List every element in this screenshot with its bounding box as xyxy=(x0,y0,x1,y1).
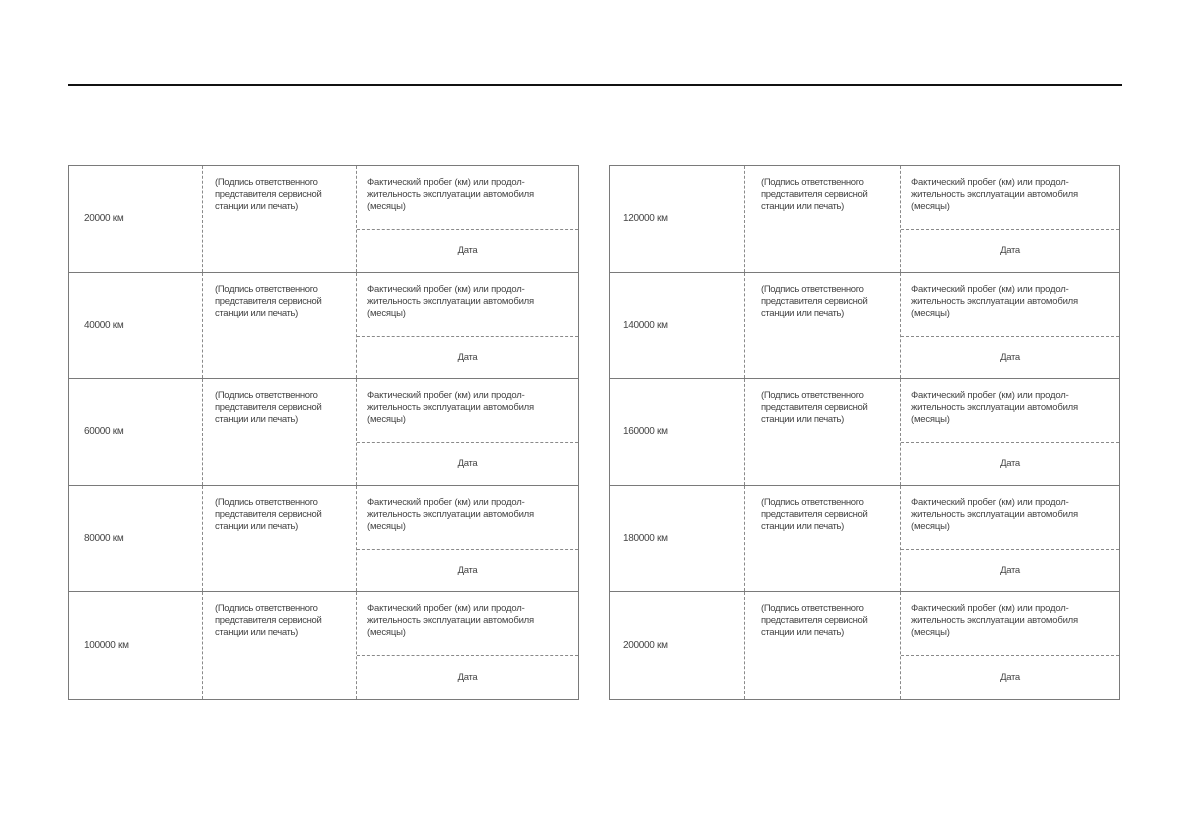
signature-label: (Подпись ответственного представителя сервисной станции или печать) xyxy=(745,166,901,272)
mileage-label: Фактический пробег (км) или продол- жительность эксплуатации автомобиля (месяцы) xyxy=(901,592,1119,656)
service-card-right xyxy=(609,165,1120,700)
mileage-label: Фактический пробег (км) или продол- жительность эксплуатации автомобиля (месяцы) xyxy=(901,166,1119,230)
service-row xyxy=(69,379,578,486)
signature-label: (Подпись ответственного представителя сервисной станции или печать) xyxy=(203,486,357,592)
mileage-label: Фактический пробег (км) или продол- жительность эксплуатации автомобиля (месяцы) xyxy=(901,486,1119,550)
signature-label: (Подпись ответственного представителя сервисной станции или печать) xyxy=(203,166,357,272)
mileage-date-cell xyxy=(357,379,578,485)
row-km: 80000 км xyxy=(69,486,203,592)
service-card-left xyxy=(68,165,579,700)
service-row xyxy=(610,273,1119,380)
mileage-date-cell xyxy=(901,166,1119,272)
mileage-label: Фактический пробег (км) или продол- жительность эксплуатации автомобиля (месяцы) xyxy=(901,273,1119,337)
row-km: 140000 км xyxy=(610,273,745,379)
service-row xyxy=(69,486,578,593)
service-row xyxy=(610,166,1119,273)
service-row xyxy=(610,379,1119,486)
row-km: 100000 км xyxy=(69,592,203,699)
mileage-date-cell xyxy=(901,592,1119,699)
mileage-date-cell xyxy=(357,166,578,272)
date-label: Дата xyxy=(1000,458,1020,470)
row-km: 200000 км xyxy=(610,592,745,699)
mileage-label: Фактический пробег (км) или продол- жительность эксплуатации автомобиля (месяцы) xyxy=(357,486,578,550)
signature-label: (Подпись ответственного представителя сервисной станции или печать) xyxy=(203,273,357,379)
row-km: 40000 км xyxy=(69,273,203,379)
service-row xyxy=(69,273,578,380)
service-row xyxy=(69,166,578,273)
mileage-label: Фактический пробег (км) или продол- жительность эксплуатации автомобиля (месяцы) xyxy=(357,592,578,656)
signature-label: (Подпись ответственного представителя сервисной станции или печать) xyxy=(203,379,357,485)
top-rule xyxy=(68,84,1122,86)
service-row xyxy=(69,592,578,699)
mileage-date-cell xyxy=(901,273,1119,379)
row-km: 120000 км xyxy=(610,166,745,272)
row-km: 180000 км xyxy=(610,486,745,592)
signature-label: (Подпись ответственного представителя сервисной станции или печать) xyxy=(745,592,901,699)
row-km: 20000 км xyxy=(69,166,203,272)
mileage-date-cell xyxy=(901,486,1119,592)
signature-label: (Подпись ответственного представителя сервисной станции или печать) xyxy=(203,592,357,699)
mileage-date-cell xyxy=(357,273,578,379)
date-label: Дата xyxy=(457,672,478,684)
signature-label: (Подпись ответственного представителя сервисной станции или печать) xyxy=(745,379,901,485)
signature-label: (Подпись ответственного представителя сервисной станции или печать) xyxy=(745,273,901,379)
date-label: Дата xyxy=(457,458,478,470)
row-km: 160000 км xyxy=(610,379,745,485)
mileage-label: Фактический пробег (км) или продол- жительность эксплуатации автомобиля (месяцы) xyxy=(901,379,1119,443)
service-row xyxy=(610,486,1119,593)
date-label: Дата xyxy=(457,565,478,577)
date-label: Дата xyxy=(457,245,478,257)
date-label: Дата xyxy=(1000,565,1020,577)
mileage-date-cell xyxy=(901,379,1119,485)
mileage-label: Фактический пробег (км) или продол- жительность эксплуатации автомобиля (месяцы) xyxy=(357,166,578,230)
mileage-label: Фактический пробег (км) или продол- жительность эксплуатации автомобиля (месяцы) xyxy=(357,379,578,443)
date-label: Дата xyxy=(1000,672,1020,684)
mileage-label: Фактический пробег (км) или продол- жительность эксплуатации автомобиля (месяцы) xyxy=(357,273,578,337)
row-km: 60000 км xyxy=(69,379,203,485)
service-row xyxy=(610,592,1119,699)
date-label: Дата xyxy=(457,351,478,363)
mileage-date-cell xyxy=(357,592,578,699)
date-label: Дата xyxy=(1000,351,1020,363)
date-label: Дата xyxy=(1000,245,1020,257)
mileage-date-cell xyxy=(357,486,578,592)
signature-label: (Подпись ответственного представителя сервисной станции или печать) xyxy=(745,486,901,592)
